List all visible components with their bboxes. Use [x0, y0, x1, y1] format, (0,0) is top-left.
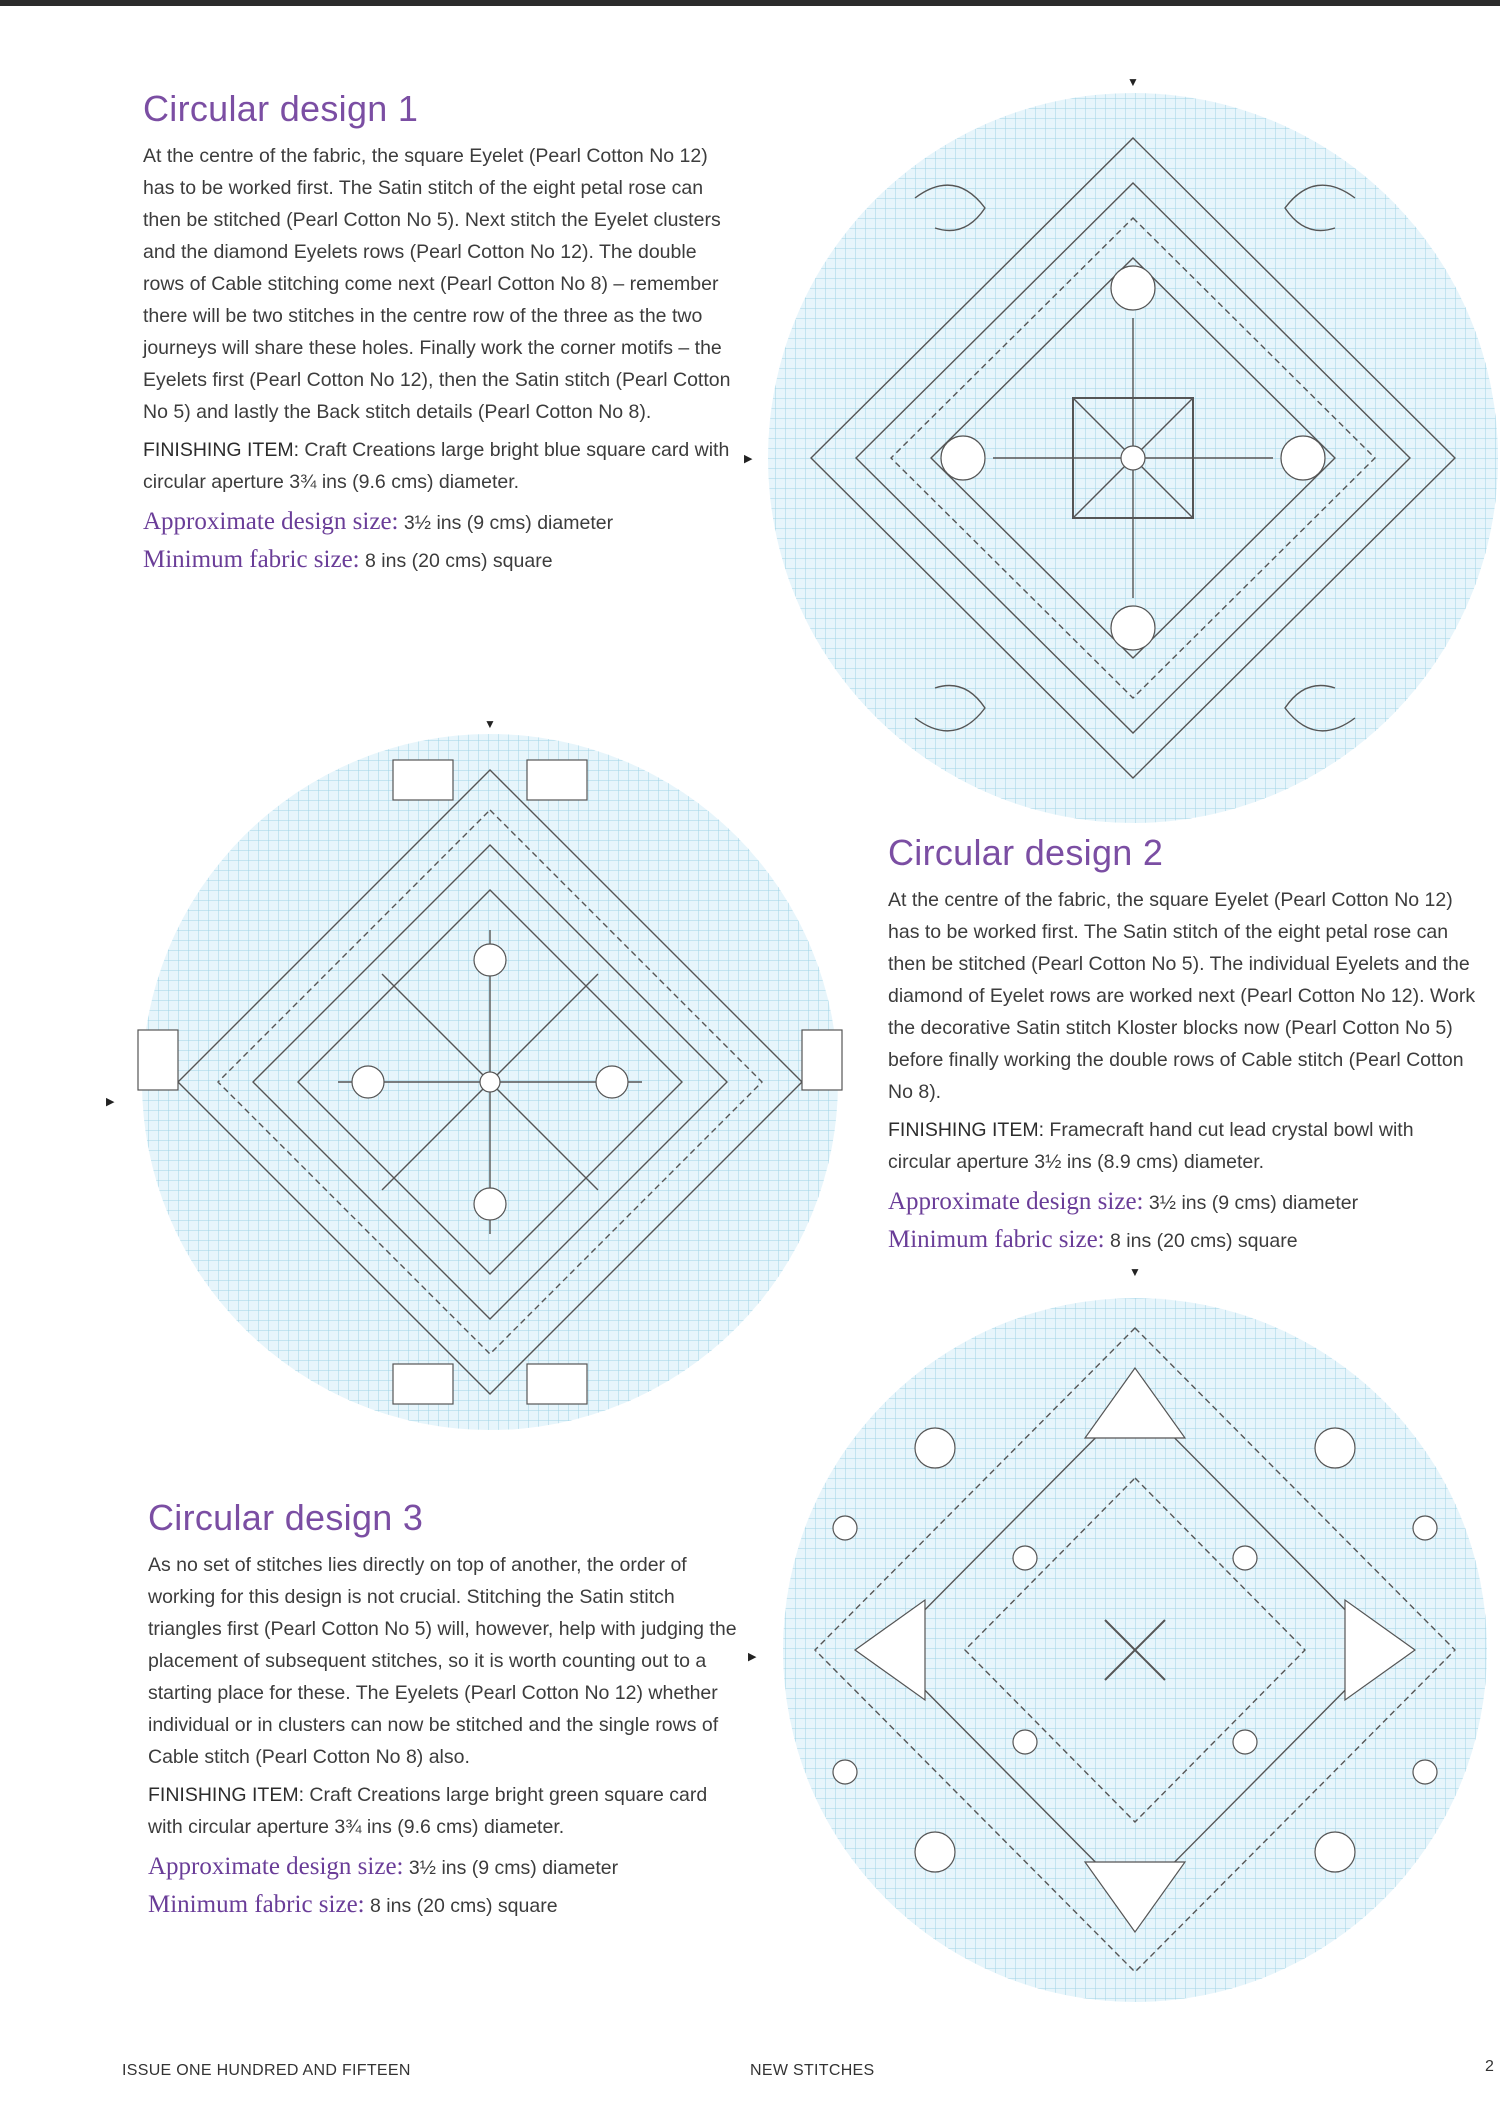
- min-fabric-label: Minimum fabric size:: [143, 546, 360, 573]
- chart2-side-marker: ▶: [106, 1096, 115, 1108]
- design3-approx-size: [148, 1853, 738, 1881]
- chart1-side-marker: ▶: [744, 453, 753, 465]
- min-fabric-label: Minimum fabric size:: [888, 1226, 1105, 1253]
- design2-approx-size: [888, 1188, 1478, 1216]
- approx-size-label: Approximate design size:: [148, 1853, 404, 1880]
- svg-text:▼: ▼: [484, 717, 496, 731]
- design3-body: As no set of stitches lies directly on top of another, the order of working for this design is not crucial. Stitching the Satin stitch triangles first (Pearl Cotton No 5) will, however, help with judging the placement of subsequent stitches, so it is worth counting out to a starting place for these. The Eyelets (Pearl Cotton No 12) whether individual or in clusters can now be stitched and the single rows of Cable stitch (Pearl Cotton No 8) also.: [148, 1554, 737, 1768]
- min-fabric-value: 8 ins (20 cms) square: [370, 1895, 558, 1917]
- finishing-text: Craft Creations large bright blue square card with circular aperture 3¾ ins (9.6 cms) diameter.: [143, 439, 730, 493]
- approx-size-value: 3½ ins (9 cms) diameter: [408, 1857, 619, 1879]
- min-fabric-value: 8 ins (20 cms) square: [1110, 1230, 1298, 1252]
- design2-finishing: [888, 1114, 1478, 1178]
- design3-title: Circular design 3: [148, 1497, 424, 1538]
- design1-text: [143, 88, 733, 574]
- finishing-text: Framecraft hand cut lead crystal bowl with circular aperture 3½ ins (8.9 cms) diameter.: [888, 1119, 1414, 1173]
- design1-approx-size: [143, 508, 733, 536]
- design3-min-fabric: [148, 1891, 738, 1919]
- design1-title: Circular design 1: [143, 88, 419, 129]
- svg-text:▼: ▼: [1127, 75, 1139, 89]
- design3-chart: [765, 1265, 1487, 2023]
- design2-body: At the centre of the fabric, the square Eyelet (Pearl Cotton No 12) has to be worked first. The Satin stitch of the eight petal rose can then be stitched (Pearl Cotton No 5). The individual Eyelets and the diamond of Eyelet rows are worked next (Pearl Cotton No 12). Work the decorative Satin stitch Kloster blocks now (Pearl Cotton No 5) before finally working the double rows of Cable stitch (Pearl Cotton No 8).: [888, 889, 1476, 1103]
- chart3-side-marker: ▶: [748, 1651, 757, 1663]
- min-fabric-value: 8 ins (20 cms) square: [365, 550, 553, 572]
- page-number: 2: [1485, 2058, 1495, 2075]
- design3-finishing: [148, 1779, 738, 1843]
- design1-chart: [755, 75, 1509, 828]
- approx-size-value: 3½ ins (9 cms) diameter: [1148, 1192, 1359, 1214]
- approx-size-label: Approximate design size:: [888, 1188, 1144, 1215]
- svg-text:▼: ▼: [1129, 1265, 1141, 1279]
- finishing-label: FINISHING ITEM:: [888, 1119, 1044, 1141]
- finishing-label: FINISHING ITEM:: [143, 439, 299, 461]
- design1-min-fabric: [143, 546, 733, 574]
- approx-size-label: Approximate design size:: [143, 508, 399, 535]
- min-fabric-label: Minimum fabric size:: [148, 1891, 365, 1918]
- footer-issue: ISSUE ONE HUNDRED AND FIFTEEN: [122, 2062, 411, 2079]
- finishing-label: FINISHING ITEM:: [148, 1784, 304, 1806]
- finishing-text: Craft Creations large bright green square card with circular aperture 3¾ ins (9.6 cms) diameter.: [148, 1784, 708, 1838]
- design1-finishing: [143, 434, 733, 498]
- design2-title: Circular design 2: [888, 832, 1164, 873]
- top-rule: [0, 0, 1500, 6]
- approx-size-value: 3½ ins (9 cms) diameter: [403, 512, 614, 534]
- footer-section: NEW STITCHES: [750, 2062, 875, 2079]
- design2-min-fabric: [888, 1226, 1478, 1254]
- design2-text: [888, 832, 1478, 1254]
- design1-body: At the centre of the fabric, the square Eyelet (Pearl Cotton No 12) has to be worked first. The Satin stitch of the eight petal rose can then be stitched (Pearl Cotton No 5). Next stitch the Eyelet clusters and the diamond Eyelets rows (Pearl Cotton No 12). The double rows of Cable stitching come next (Pearl Cotton No 8) – remember there will be two stitches in the centre row of the three as the two journeys will share these holes. Finally work the corner motifs – the Eyelets first (Pearl Cotton No 12), then the Satin stitch (Pearl Cotton No 5) and lastly the Back stitch details (Pearl Cotton No 8).: [143, 145, 731, 423]
- design2-chart: [118, 717, 848, 1435]
- design3-text: [148, 1497, 738, 1919]
